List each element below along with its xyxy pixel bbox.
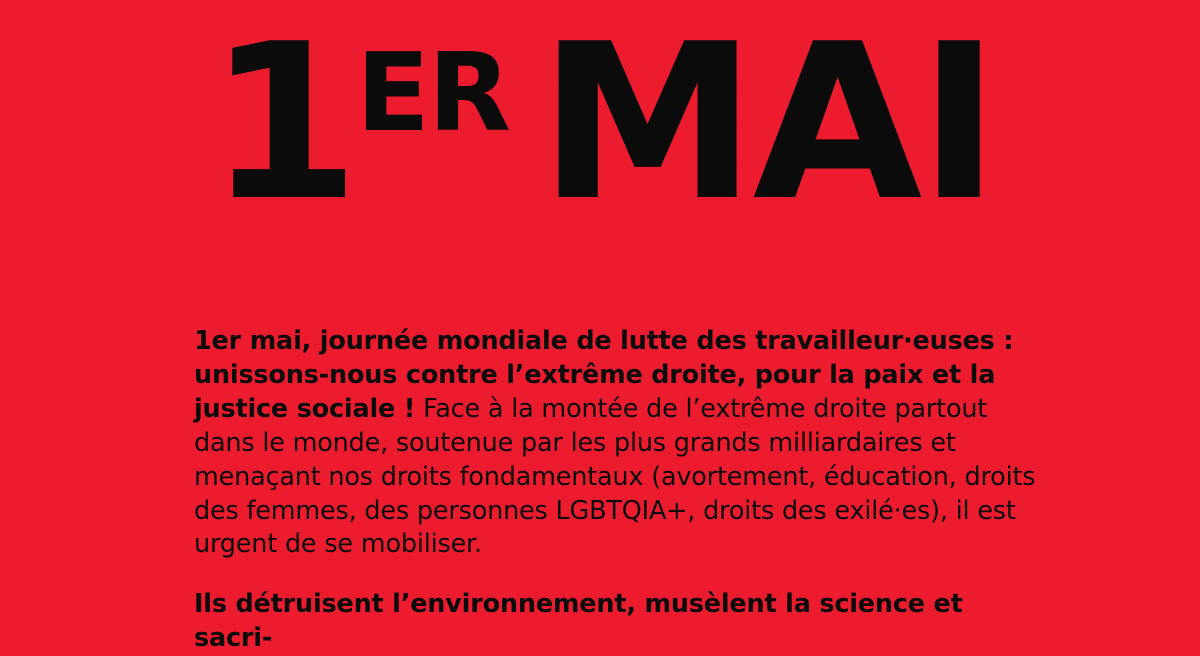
poster-body-text [194,325,1042,656]
paragraph-intro-lead: 1er mai, journée mondiale de lutte des travailleur·euses : unissons-nous contre l’extrême droite, pour la paix et la justice sociale ! [194,326,1014,424]
paragraph-intro [194,325,1042,562]
headline-month: MAI [538,0,996,248]
headline-number: 1 [207,0,356,248]
paragraph-second-lead: Ils détruisent l’environnement, musèlent la science et sacri- [194,589,963,654]
page-title [0,0,1200,248]
headline-ordinal-suffix: ER [356,31,510,156]
paragraph-second [194,588,1042,656]
paragraph-intro-rest: Face à la montée de l’extrême droite partout dans le monde, soutenue par les plus grands milliardaires et menaçant nos droits fondamentaux (avortement, éducation, droits des femmes, des personnes LGBTQIA+, droits des exilé·es), il est urgent de se mobiliser. [194,393,1036,560]
